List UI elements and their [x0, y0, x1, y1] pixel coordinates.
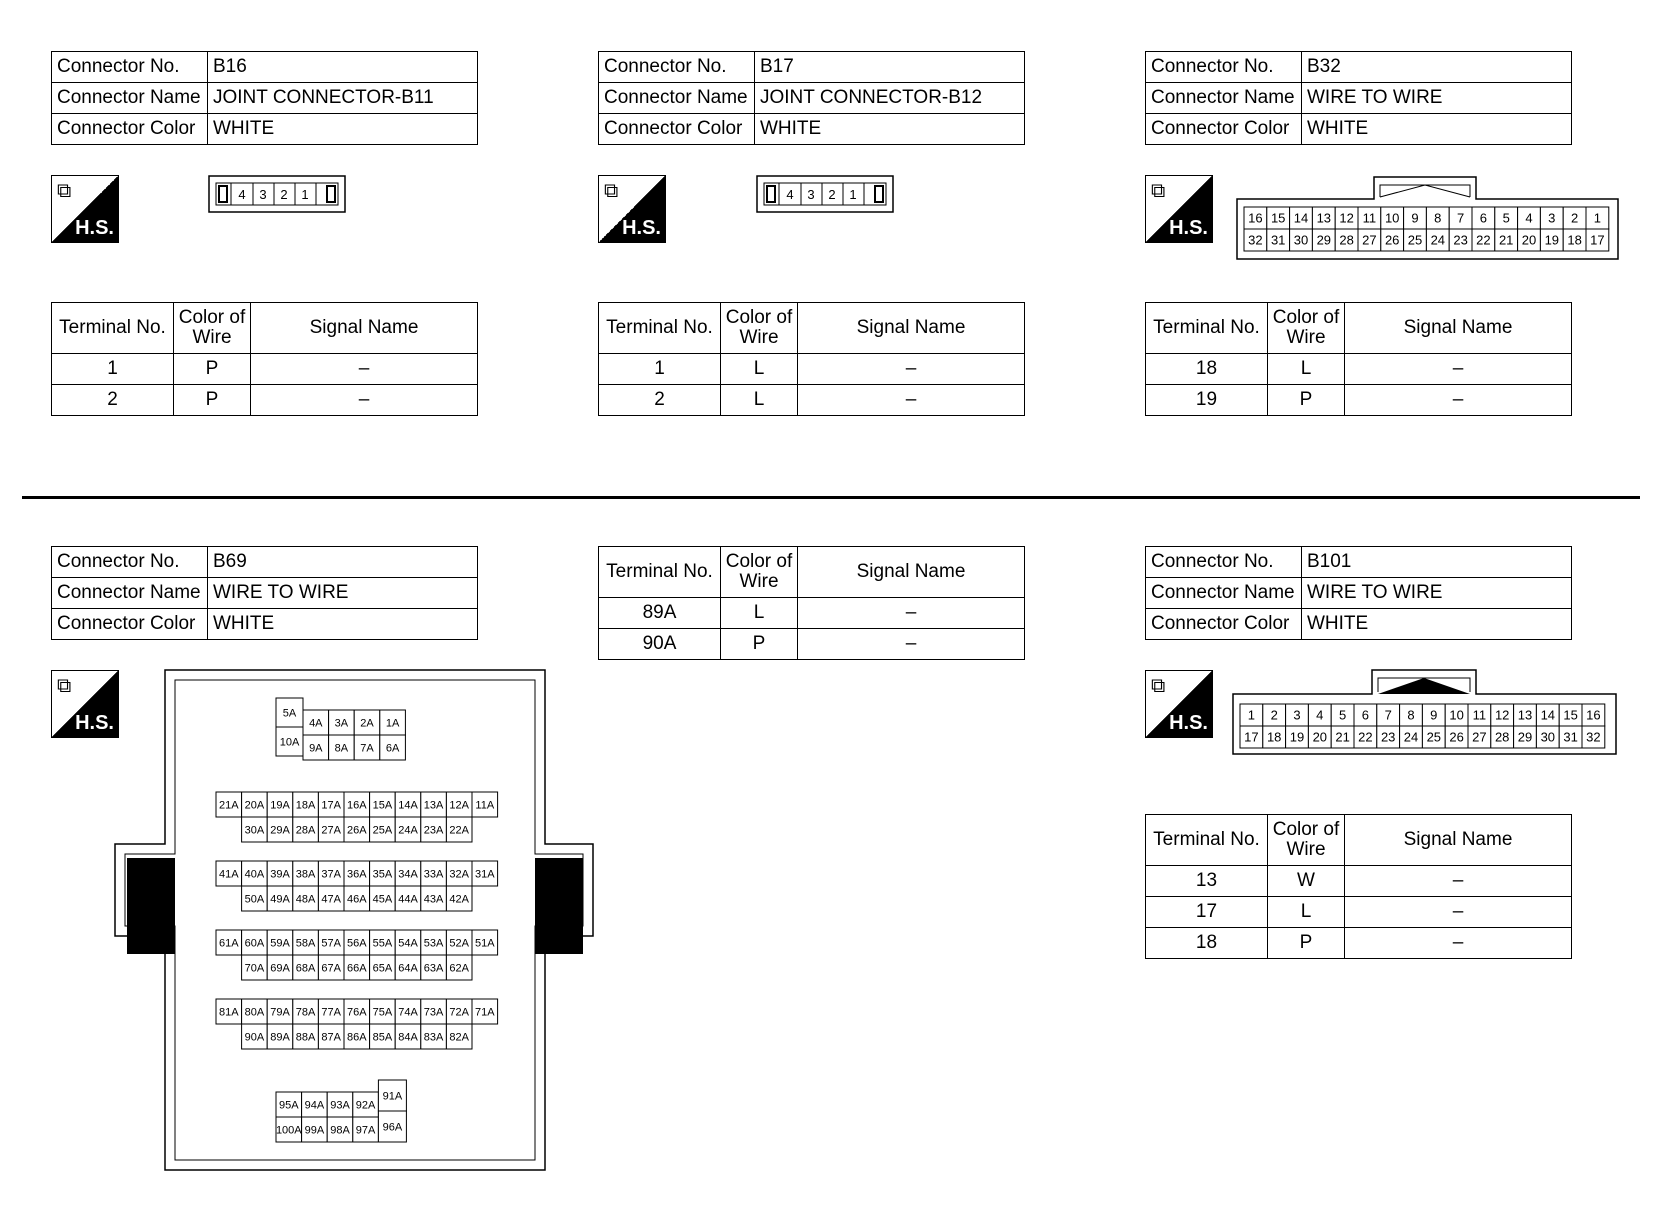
header-color-of-wire: Color of Wire	[721, 547, 798, 598]
pin-label: 5	[1502, 210, 1510, 226]
pin-label: 56A	[347, 937, 367, 950]
value-connector-color: WHITE	[1302, 114, 1572, 145]
hs-label: H.S.	[75, 712, 114, 734]
value-connector-no: B16	[208, 52, 478, 83]
value-connector-no: B101	[1302, 547, 1572, 578]
section-divider	[22, 496, 1640, 499]
pin-label: 14	[1540, 707, 1556, 723]
pin-label: 22A	[449, 824, 469, 837]
header-color-of-wire: Color of Wire	[1268, 815, 1345, 866]
pin-label: 25	[1407, 232, 1423, 248]
header-signal-name: Signal Name	[251, 303, 478, 354]
hs-label: H.S.	[1169, 712, 1208, 734]
pin-label: 3	[807, 187, 815, 202]
pin-label: 31	[1270, 232, 1286, 248]
pin-label: 17	[1244, 729, 1259, 745]
connector-face-b17	[756, 175, 896, 215]
pin-label: 18	[1266, 729, 1282, 745]
pin-label: 15	[1270, 210, 1286, 226]
terminal-table-b69	[598, 546, 1025, 660]
value-connector-color: WHITE	[755, 114, 1025, 145]
pin-label: 3A	[334, 717, 349, 730]
pin-label: 50A	[244, 893, 265, 906]
header-signal-name: Signal Name	[1345, 303, 1572, 354]
pin-label: 13A	[423, 799, 444, 812]
pin-label: 75A	[372, 1006, 393, 1019]
pin-label: 88A	[295, 1031, 316, 1044]
pin-label: 69A	[270, 962, 290, 975]
pin-label: 85A	[372, 1031, 393, 1044]
header-terminal-no: Terminal No.	[599, 303, 721, 354]
pin-label: 26A	[347, 824, 367, 837]
value-connector-color: WHITE	[1302, 609, 1572, 640]
pin-label: 47A	[321, 893, 341, 906]
header-color-of-wire: Color of Wire	[1268, 303, 1345, 354]
pin-label: 16A	[347, 799, 367, 812]
pin-label: 31A	[475, 868, 495, 881]
label-connector-no: Connector No.	[52, 52, 208, 83]
pin-label: 19	[1544, 232, 1560, 248]
pin-label: 20	[1521, 232, 1537, 248]
pin-label: 34A	[398, 868, 418, 881]
header-signal-name: Signal Name	[798, 547, 1025, 598]
value-connector-no: B17	[755, 52, 1025, 83]
pin-label: 28	[1494, 729, 1510, 745]
pin-label: 65A	[372, 962, 393, 975]
pin-label: 68A	[295, 962, 316, 975]
pin-label: 4A	[309, 717, 323, 730]
label-connector-color: Connector Color	[599, 114, 755, 145]
pin-label: 4	[1316, 707, 1324, 723]
pin-label: 13	[1316, 210, 1332, 226]
pin-label: 62A	[449, 962, 469, 975]
pin-label: 39A	[270, 868, 290, 881]
pin-label: 4	[238, 187, 246, 202]
pin-label: 54A	[398, 937, 418, 950]
pin-label: 11	[1362, 210, 1377, 226]
pin-label: 43A	[423, 893, 444, 906]
pin-label: 93A	[330, 1099, 350, 1112]
header-terminal-no: Terminal No.	[599, 547, 721, 598]
label-connector-no: Connector No.	[599, 52, 755, 83]
pin-label: 97A	[355, 1124, 376, 1137]
pin-label: 81A	[219, 1006, 239, 1019]
pin-label: 90A	[244, 1031, 265, 1044]
pin-label: 30A	[244, 824, 265, 837]
hs-badge	[51, 670, 119, 738]
terminal-table-b17	[598, 302, 1025, 416]
table-row: 89A L –	[599, 598, 1025, 629]
pin-label: 4	[786, 187, 794, 202]
pin-label: 72A	[449, 1006, 469, 1019]
pin-label: 80A	[244, 1006, 265, 1019]
value-connector-name: WIRE TO WIRE	[208, 578, 478, 609]
pin-label: 29A	[270, 824, 290, 837]
pin-label: 29	[1316, 232, 1332, 248]
pin-label: 14A	[398, 799, 418, 812]
pin-label: 58A	[295, 937, 316, 950]
connector-face-b32	[1236, 175, 1620, 261]
pin-label: 13	[1517, 707, 1533, 723]
pin-label: 12	[1494, 707, 1510, 723]
connector-icon: ⧉	[57, 180, 72, 202]
header-terminal-no: Terminal No.	[1146, 815, 1268, 866]
label-connector-color: Connector Color	[1146, 114, 1302, 145]
value-connector-color: WHITE	[208, 609, 478, 640]
pin-label: 5A	[282, 707, 297, 720]
pin-label: 7	[1384, 707, 1392, 723]
pin-label: 64A	[398, 962, 418, 975]
pin-label: 30	[1293, 232, 1309, 248]
label-connector-color: Connector Color	[1146, 609, 1302, 640]
header-signal-name: Signal Name	[1345, 815, 1572, 866]
pin-label: 57A	[321, 937, 341, 950]
pin-label: 16	[1248, 210, 1263, 226]
pin-label: 22	[1476, 232, 1491, 248]
pin-label: 20	[1312, 729, 1328, 745]
terminal-table-b32	[1145, 302, 1572, 416]
pin-label: 16	[1586, 707, 1601, 723]
table-row: 2 L –	[599, 385, 1025, 416]
pin-label: 6	[1479, 210, 1488, 226]
pin-label: 42A	[449, 893, 469, 906]
pin-label: 49A	[270, 893, 290, 906]
value-connector-color: WHITE	[208, 114, 478, 145]
pin-label: 96A	[382, 1121, 403, 1134]
table-row: 1 P –	[52, 354, 478, 385]
pin-label: 8	[1434, 210, 1442, 226]
pin-label: 44A	[398, 893, 418, 906]
connector-icon: ⧉	[1151, 180, 1166, 202]
pin-label: 2	[828, 187, 836, 202]
pin-label: 26	[1449, 729, 1464, 745]
value-connector-no: B32	[1302, 52, 1572, 83]
pin-label: 18A	[295, 799, 316, 812]
header-terminal-no: Terminal No.	[1146, 303, 1268, 354]
pin-label: 2	[1570, 210, 1579, 226]
pin-label: 12	[1339, 210, 1354, 226]
connector-info-b17	[598, 51, 1025, 145]
table-row: 13 W –	[1146, 866, 1572, 897]
pin-label: 99A	[304, 1124, 325, 1137]
pin-label: 10	[1449, 707, 1464, 723]
hs-badge	[598, 175, 666, 243]
connector-face-b101	[1232, 668, 1618, 756]
pin-label: 66A	[347, 962, 367, 975]
pin-label: 10	[1384, 210, 1400, 226]
pin-label: 91A	[382, 1090, 403, 1103]
pin-label: 52A	[449, 937, 469, 950]
header-color-of-wire: Color of Wire	[174, 303, 251, 354]
pin-label: 32A	[449, 868, 469, 881]
pin-label: 60A	[244, 937, 265, 950]
pin-label: 14	[1293, 210, 1309, 226]
pin-label: 70A	[244, 962, 265, 975]
pin-label: 6A	[385, 742, 400, 755]
table-row: 18 L –	[1146, 354, 1572, 385]
pin-label: 8	[1407, 707, 1415, 723]
table-row: 2 P –	[52, 385, 478, 416]
value-connector-name: JOINT CONNECTOR-B12	[755, 83, 1025, 114]
pin-label: 55A	[372, 937, 393, 950]
label-connector-name: Connector Name	[1146, 83, 1302, 114]
pin-label: 59A	[270, 937, 290, 950]
pin-label: 7	[1456, 210, 1465, 226]
pin-label: 89A	[270, 1031, 290, 1044]
pin-label: 2	[280, 187, 288, 202]
pin-label: 9	[1430, 707, 1438, 723]
pin-label: 73A	[423, 1006, 444, 1019]
pin-label: 3	[1293, 707, 1301, 723]
table-row: 17 L –	[1146, 897, 1572, 928]
pin-label: 48A	[295, 893, 316, 906]
pin-label: 2A	[360, 717, 374, 730]
header-signal-name: Signal Name	[798, 303, 1025, 354]
pin-label: 19A	[270, 799, 290, 812]
label-connector-color: Connector Color	[52, 114, 208, 145]
pin-label: 21A	[219, 799, 239, 812]
pin-label: 18	[1567, 232, 1582, 248]
pin-label: 19	[1289, 729, 1305, 745]
hs-badge	[1145, 670, 1213, 738]
hs-badge	[1145, 175, 1213, 243]
pin-label: 1A	[385, 717, 400, 730]
pin-label: 11	[1472, 707, 1487, 723]
pin-label: 31	[1563, 729, 1578, 745]
label-connector-no: Connector No.	[52, 547, 208, 578]
pin-label: 24A	[398, 824, 418, 837]
pin-label: 5	[1338, 707, 1347, 723]
pin-label: 1	[849, 187, 857, 202]
pin-label: 41A	[219, 868, 239, 881]
pin-label: 45A	[372, 893, 393, 906]
pin-label: 98A	[330, 1124, 350, 1137]
label-connector-name: Connector Name	[1146, 578, 1302, 609]
pin-label: 53A	[423, 937, 444, 950]
pin-label: 27A	[321, 824, 341, 837]
pin-label: 76A	[347, 1006, 367, 1019]
pin-label: 100A	[275, 1124, 302, 1137]
hs-label: H.S.	[75, 217, 114, 239]
pin-label: 4	[1525, 210, 1533, 226]
pin-label: 26	[1384, 232, 1400, 248]
pin-label: 7A	[360, 742, 374, 755]
terminal-table-b101	[1145, 814, 1572, 959]
pin-label: 79A	[270, 1006, 290, 1019]
pin-label: 11A	[475, 799, 495, 812]
pin-label: 9A	[309, 742, 323, 755]
pin-label: 71A	[475, 1006, 495, 1019]
pin-label: 82A	[449, 1031, 469, 1044]
table-row: 19 P –	[1146, 385, 1572, 416]
connector-info-b69	[51, 546, 478, 640]
table-row: 18 P –	[1146, 928, 1572, 959]
pin-label: 9	[1411, 210, 1419, 226]
pin-label: 17	[1590, 232, 1605, 248]
pin-label: 23	[1453, 232, 1468, 248]
pin-label: 21	[1498, 232, 1514, 248]
hs-label: H.S.	[1169, 217, 1208, 239]
pin-label: 1	[301, 187, 309, 202]
value-connector-name: WIRE TO WIRE	[1302, 578, 1572, 609]
pin-label: 83A	[423, 1031, 444, 1044]
connector-face-b69	[112, 668, 596, 1174]
pin-label: 35A	[372, 868, 393, 881]
pin-label: 22	[1358, 729, 1373, 745]
pin-label: 25	[1426, 729, 1442, 745]
pin-label: 38A	[295, 868, 316, 881]
pin-label: 40A	[244, 868, 265, 881]
header-terminal-no: Terminal No.	[52, 303, 174, 354]
pin-label: 8A	[334, 742, 349, 755]
pin-label: 29	[1517, 729, 1533, 745]
pin-label: 21	[1335, 729, 1350, 745]
pin-label: 95A	[279, 1099, 299, 1112]
label-connector-name: Connector Name	[52, 83, 208, 114]
pin-label: 28A	[295, 824, 316, 837]
label-connector-no: Connector No.	[1146, 547, 1302, 578]
hs-badge	[51, 175, 119, 243]
pin-label: 1	[1593, 210, 1602, 226]
header-color-of-wire: Color of Wire	[721, 303, 798, 354]
pin-label: 87A	[321, 1031, 341, 1044]
pin-label: 30	[1540, 729, 1556, 745]
value-connector-name: WIRE TO WIRE	[1302, 83, 1572, 114]
pin-label: 32	[1586, 729, 1601, 745]
connector-face-b16	[208, 175, 348, 215]
pin-label: 2	[1270, 707, 1278, 723]
pin-label: 17A	[321, 799, 341, 812]
table-row: 1 L –	[599, 354, 1025, 385]
pin-label: 1	[1247, 707, 1256, 723]
connector-info-b16	[51, 51, 478, 145]
connector-icon: ⧉	[604, 180, 619, 202]
pin-label: 63A	[423, 962, 444, 975]
lock-block-right	[535, 858, 583, 954]
pin-label: 46A	[347, 893, 367, 906]
pin-label: 33A	[423, 868, 444, 881]
pin-label: 27	[1472, 729, 1487, 745]
pin-label: 77A	[321, 1006, 341, 1019]
pin-label: 20A	[244, 799, 265, 812]
pin-label: 86A	[347, 1031, 367, 1044]
table-row: 90A P –	[599, 629, 1025, 660]
pin-label: 67A	[321, 962, 341, 975]
label-connector-no: Connector No.	[1146, 52, 1302, 83]
value-connector-name: JOINT CONNECTOR-B11	[208, 83, 478, 114]
pin-label: 84A	[398, 1031, 418, 1044]
pin-label: 94A	[304, 1099, 325, 1112]
pin-label: 23A	[423, 824, 444, 837]
pin-label: 24	[1430, 232, 1446, 248]
value-connector-no: B69	[208, 547, 478, 578]
pin-label: 23	[1380, 729, 1396, 745]
pin-label: 37A	[321, 868, 341, 881]
pin-label: 78A	[295, 1006, 316, 1019]
connector-info-b101	[1145, 546, 1572, 640]
label-connector-name: Connector Name	[52, 578, 208, 609]
pin-label: 10A	[279, 736, 300, 749]
pin-label: 28	[1339, 232, 1354, 248]
pin-label: 3	[259, 187, 267, 202]
connector-icon: ⧉	[57, 675, 72, 697]
pin-label: 51A	[475, 937, 495, 950]
pin-label: 92A	[355, 1099, 376, 1112]
pin-label: 3	[1548, 210, 1556, 226]
pin-label: 36A	[347, 868, 367, 881]
pin-label: 24	[1403, 729, 1419, 745]
connector-icon: ⧉	[1151, 675, 1166, 697]
pin-label: 61A	[219, 937, 239, 950]
pin-label: 25A	[372, 824, 393, 837]
pin-label: 32	[1248, 232, 1263, 248]
lock-block-left	[127, 858, 175, 954]
pin-label: 12A	[449, 799, 469, 812]
pin-label: 6	[1361, 707, 1370, 723]
label-connector-name: Connector Name	[599, 83, 755, 114]
connector-info-b32	[1145, 51, 1572, 145]
pin-label: 15	[1563, 707, 1578, 723]
hs-label: H.S.	[622, 217, 661, 239]
pin-label: 15A	[372, 799, 393, 812]
terminal-table-b16	[51, 302, 478, 416]
label-connector-color: Connector Color	[52, 609, 208, 640]
pin-label: 27	[1362, 232, 1377, 248]
pin-label: 74A	[398, 1006, 418, 1019]
